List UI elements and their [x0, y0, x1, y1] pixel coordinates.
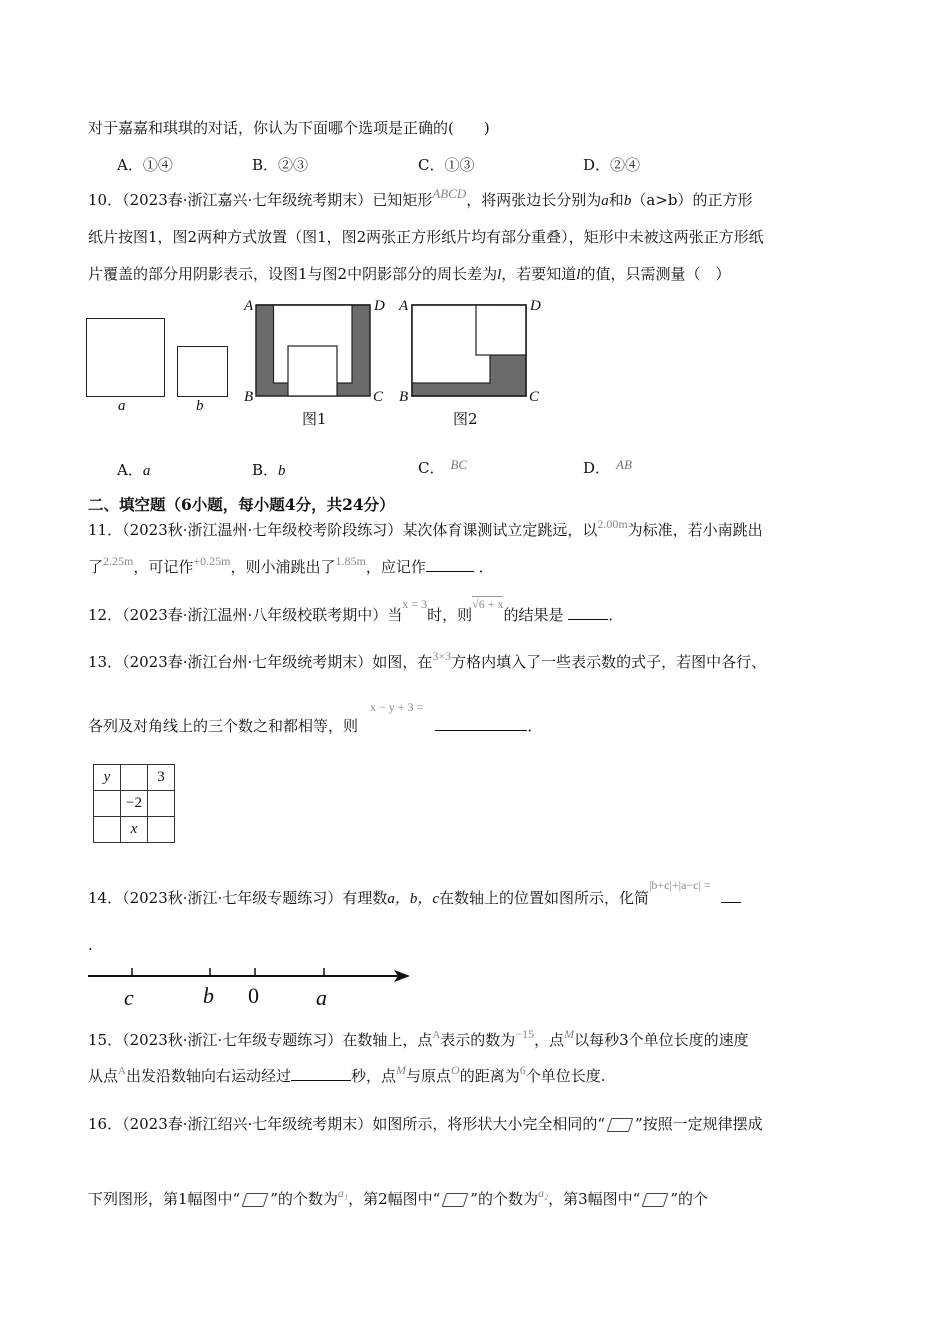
text: 下列图形，第1幅图中“ — [88, 1190, 241, 1208]
text: 的值，只需测量（ ） — [580, 265, 731, 283]
option-key: C． — [418, 459, 445, 477]
text: ． — [527, 717, 543, 735]
axis-label-c: c — [124, 985, 134, 1010]
abs-expression: |b+c|+|a−c| = — [649, 878, 711, 892]
text: ，将两张边长分别为 — [466, 191, 602, 209]
grid-cell: −2 — [121, 791, 148, 817]
option-key: C． — [418, 156, 445, 174]
question-number: 16． — [88, 1115, 123, 1133]
question-source: （2023秋·浙江·七年级专题练习） — [122, 889, 343, 907]
option-key: D． — [583, 156, 611, 174]
fig1-caption: 图1 — [302, 410, 327, 428]
answer-blank[interactable] — [426, 557, 474, 572]
q11-line1 — [88, 517, 763, 541]
axis-label-b: b — [203, 983, 214, 1008]
fig1-corner-b: B — [244, 389, 254, 405]
square-a — [86, 318, 165, 397]
text: 方格内填入了一些表示数的式子，若图中各行、 — [451, 653, 767, 671]
text: 如图所示，将形状大小完全相同的“ — [372, 1115, 605, 1133]
answer-blank[interactable] — [435, 716, 527, 731]
text: 的正方形 — [692, 191, 753, 209]
q9-option-b[interactable] — [252, 155, 308, 175]
q11-line2 — [88, 554, 494, 578]
condition-expr: x = 3 — [402, 597, 428, 611]
question-number: 15． — [88, 1031, 123, 1049]
square-b — [177, 346, 228, 397]
variables: a，b，c — [387, 891, 439, 907]
value-a: −15 — [515, 1027, 535, 1041]
text: 在数轴上的位置如图所示，化简 — [439, 889, 650, 907]
q14-end: . — [88, 936, 93, 954]
fig2-corner-c: C — [529, 389, 540, 405]
standard-value: 2.00m — [597, 517, 628, 531]
axis-label-zero: 0 — [248, 983, 259, 1008]
question-source: （2023春·浙江台州·七年级统考期末） — [122, 653, 373, 671]
value-2: +0.25m — [193, 554, 231, 568]
q9-option-c[interactable] — [418, 155, 475, 175]
text: 了 — [88, 558, 104, 576]
option-text: ②④ — [610, 156, 641, 174]
text: 在数轴上，点 — [342, 1031, 433, 1049]
question-source: （2023春·浙江绍兴·七年级统考期末） — [122, 1115, 373, 1133]
text: 已知矩形 — [372, 191, 433, 209]
answer-blank[interactable] — [291, 1066, 351, 1081]
text: 以每秒3个单位长度的速度 — [574, 1031, 749, 1049]
figure-2-diagram — [411, 304, 527, 398]
text: ，第3幅图中“ — [548, 1190, 641, 1208]
parallelogram-icon — [642, 1193, 669, 1207]
expression: x − y + 3 = — [370, 700, 424, 714]
q12-line — [88, 597, 624, 626]
text: ”的个数为 — [470, 1190, 538, 1208]
grid-cell: x — [121, 817, 148, 843]
text: 个单位长度. — [525, 1067, 606, 1085]
q9-option-a[interactable] — [117, 155, 173, 175]
q13-line2 — [88, 700, 543, 737]
square-b-label: b — [196, 398, 204, 414]
var-l: l — [497, 267, 502, 283]
q10-line3 — [88, 264, 730, 285]
grid-cell — [94, 791, 121, 817]
q10-option-d[interactable] — [583, 458, 632, 479]
option-text: b — [278, 463, 286, 479]
option-text: ①④ — [142, 156, 173, 174]
grid-cell — [121, 765, 148, 791]
question-number: 12． — [88, 606, 123, 624]
q14-line — [88, 878, 741, 909]
question-number: 11． — [88, 521, 123, 539]
text: ，则小浦跳出了 — [230, 558, 336, 576]
text: ，可记作 — [133, 558, 194, 576]
text: 秒，点 — [350, 1067, 396, 1085]
option-key: B． — [252, 461, 279, 479]
text: ，应记作 — [365, 558, 426, 576]
q15-line1 — [88, 1027, 749, 1052]
grid-cell — [94, 817, 121, 843]
var-a: a — [601, 193, 609, 209]
text: ”的个数为 — [270, 1190, 338, 1208]
term-a1: a₁ — [337, 1186, 349, 1200]
question-number: 14． — [88, 889, 123, 907]
question-source: （2023秋·浙江温州·七年级校考阶段练习） — [122, 521, 403, 539]
term-a2: a₂ — [537, 1186, 549, 1200]
option-text: BC — [450, 457, 468, 472]
q10-line2: 纸片按图1，图2两种方式放置（图1，图2两张正方形纸片均有部分重叠），矩形中未被这两张正方形纸 — [88, 228, 764, 246]
text: 如图，在 — [372, 653, 433, 671]
q13-line1 — [88, 649, 767, 673]
distance-value: 6 — [519, 1063, 526, 1077]
parallelogram-icon — [242, 1193, 269, 1207]
option-key: D． — [583, 459, 611, 477]
number-line — [88, 962, 413, 984]
fig2-corner-a: A — [399, 298, 409, 314]
text: 当 — [387, 606, 403, 624]
grid-cell: y — [94, 765, 121, 791]
fig2-caption: 图2 — [453, 410, 478, 428]
parallelogram-icon — [442, 1193, 469, 1207]
option-key: B． — [252, 156, 279, 174]
point-m: M — [396, 1063, 406, 1077]
q15-line2 — [88, 1063, 606, 1088]
q9-option-d[interactable] — [583, 155, 640, 175]
q10-option-c[interactable] — [418, 458, 467, 479]
text: 的距离为 — [459, 1067, 520, 1085]
text: ”的个 — [670, 1190, 709, 1208]
option-text: ②③ — [278, 156, 309, 174]
text: 时，则 — [427, 606, 473, 624]
text: 从点 — [88, 1067, 119, 1085]
option-text: AB — [616, 457, 632, 472]
text: 与原点 — [406, 1067, 452, 1085]
text: 出发沿数轴向右运动经过 — [125, 1067, 291, 1085]
point-a: A — [118, 1065, 126, 1077]
text: ，第2幅图中“ — [348, 1190, 441, 1208]
text: ，点 — [534, 1031, 565, 1049]
q10-line1 — [88, 186, 753, 211]
text: ，若要知道 — [501, 265, 577, 283]
text: ． — [478, 558, 494, 576]
text: 和 — [608, 191, 624, 209]
option-key: A． — [117, 461, 143, 479]
parallelogram-icon — [607, 1118, 634, 1132]
q16-line2 — [88, 1186, 709, 1210]
var-l: l — [576, 267, 581, 283]
option-text: ①③ — [444, 156, 475, 174]
text: 各列及对角线上的三个数之和都相等，则 — [88, 717, 359, 735]
question-source: （2023春·浙江嘉兴·七年级统考期末） — [122, 191, 373, 209]
text: 的结果是 — [503, 606, 564, 624]
fig1-corner-d: D — [374, 298, 385, 314]
option-text: a — [142, 463, 151, 479]
fig2-corner-b: B — [399, 389, 409, 405]
grid-size: 3×3 — [432, 649, 452, 663]
question-number: 10． — [88, 191, 123, 209]
point-a: A — [432, 1029, 441, 1041]
option-key: A． — [117, 156, 143, 174]
value-3: 1.85m — [335, 554, 366, 568]
q9-stem: 对于嘉嘉和琪琪的对话，你认为下面哪个选项是正确的( ) — [88, 119, 490, 137]
condition: （a>b） — [631, 191, 693, 209]
grid-cell — [148, 791, 175, 817]
section-2-heading: 二、填空题（6小题，每小题4分，共24分） — [88, 495, 395, 514]
var-b: b — [623, 193, 632, 209]
fig1-corner-c: C — [373, 389, 384, 405]
q10-option-b[interactable] — [252, 460, 286, 481]
rect-name: ABCD — [432, 186, 467, 201]
value-1: 2.25m — [103, 554, 134, 568]
square-a-label: a — [118, 398, 126, 414]
q16-line1 — [88, 1114, 763, 1134]
text: 有理数 — [342, 889, 388, 907]
fig2-corner-d: D — [530, 298, 541, 314]
question-source: （2023春·浙江温州·八年级校联考期中） — [122, 606, 388, 624]
axis-label-a: a — [316, 985, 327, 1010]
magic-square-grid — [93, 764, 175, 843]
text: 为标准，若小南跳出 — [627, 521, 763, 539]
sqrt-expr: √6 + x — [472, 597, 504, 611]
grid-cell — [148, 817, 175, 843]
question-source: （2023秋·浙江·七年级专题练习） — [122, 1031, 343, 1049]
text: ”按照一定规律摆成 — [634, 1115, 763, 1133]
answer-blank[interactable] — [721, 888, 741, 903]
fig1-corner-a: A — [244, 298, 254, 314]
text: 片覆盖的部分用阴影表示，设图1与图2中阴影部分的周长差为 — [88, 265, 498, 283]
text: 某次体育课测试立定跳远，以 — [402, 521, 598, 539]
point-o: O — [451, 1063, 460, 1077]
figure-1-diagram — [255, 304, 371, 398]
answer-blank[interactable] — [568, 605, 608, 620]
text: 表示的数为 — [440, 1031, 516, 1049]
question-number: 13． — [88, 653, 123, 671]
grid-cell: 3 — [148, 765, 175, 791]
point-m: M — [564, 1027, 575, 1041]
text: ． — [608, 606, 624, 624]
q10-option-a[interactable] — [117, 460, 150, 481]
